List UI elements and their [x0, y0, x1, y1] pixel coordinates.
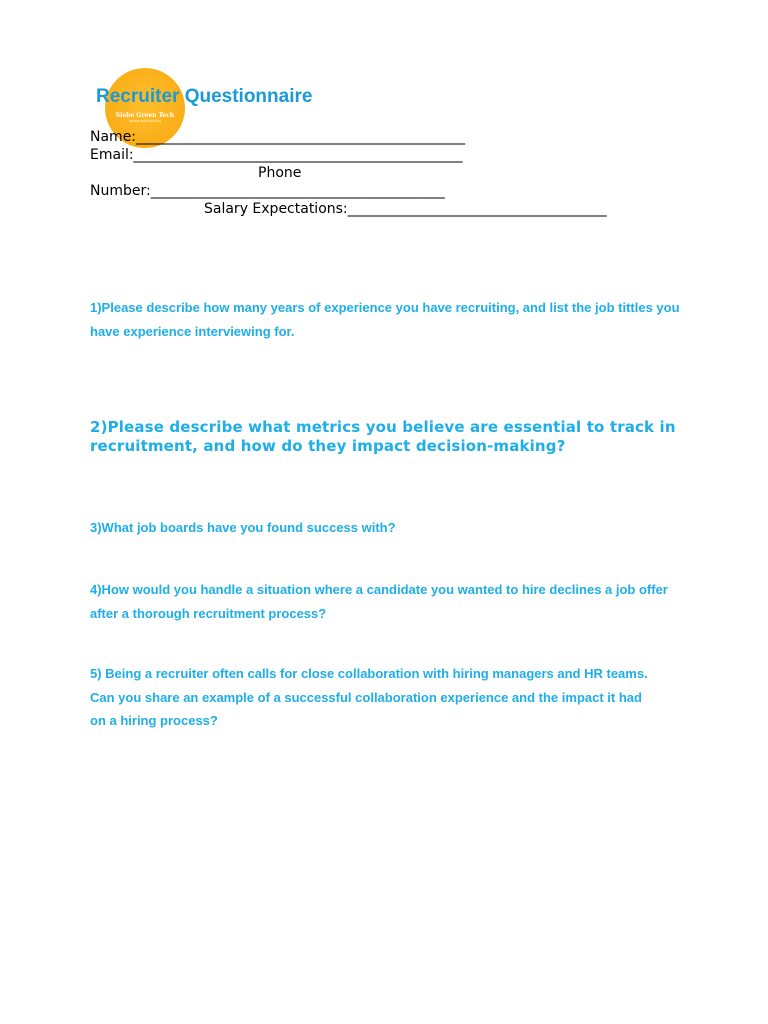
- name-field: Name:_______________________________________________: [90, 129, 466, 145]
- question-4: 4)How would you handle a situation where a candidate you wanted to hire declines a job offer after a thorough recruitment process?: [90, 582, 668, 621]
- phone-number-field: Number:__________________________________________: [90, 183, 445, 199]
- logo-tagline: Strategic Talent Solutions: [129, 120, 161, 123]
- logo-company-name: Siebe Green Tech: [115, 112, 175, 119]
- phone-label: Phone: [258, 165, 302, 181]
- email-field: Email:_______________________________________________: [90, 147, 463, 163]
- question-3: 3)What job boards have you found success with?: [90, 520, 396, 535]
- salary-expectations-field: Salary Expectations:_____________________________________: [204, 201, 607, 217]
- page-title: Recruiter Questionnaire: [96, 86, 313, 107]
- question-1: 1)Please describe how many years of experience you have recruiting, and list the job tittles you have experience interviewing for.: [90, 300, 680, 339]
- question-2: 2)Please describe what metrics you believe are essential to track in recruitment, and how do they impact decision-making?: [90, 418, 676, 455]
- question-5: 5) Being a recruiter often calls for close collaboration with hiring managers and HR teams. Can you share an example of a successful collaboration experience and the impact it had on a hiring process?: [90, 666, 648, 728]
